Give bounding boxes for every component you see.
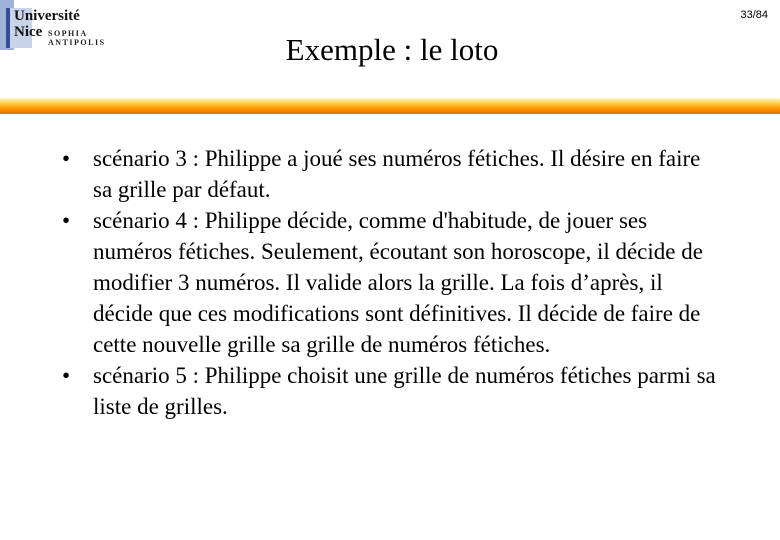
logo-line3: SOPHIA ANTIPOLIS: [48, 29, 106, 47]
bullet-text: scénario 3 : Philippe a joué ses numéros fétiches. Il désire en faire sa grille par défaut.: [93, 146, 701, 202]
title-divider-bar: [0, 98, 780, 114]
slide-title: Exemple : le loto: [285, 32, 499, 67]
bullet-item: [60, 143, 720, 205]
bullet-item: [60, 360, 720, 422]
logo-line1: Université: [14, 8, 80, 24]
bullet-marker: •: [62, 363, 71, 388]
bullet-item: [60, 205, 720, 360]
bullet-text: scénario 5 : Philippe choisit une grille de numéros fétiches parmi sa liste de grilles.: [93, 363, 716, 419]
slide-content: [60, 143, 720, 422]
bullet-marker: •: [62, 146, 71, 171]
logo-line2: Nice: [14, 24, 43, 40]
bullet-text: scénario 4 : Philippe décide, comme d'habitude, de jouer ses numéros fétiches. Seulement, écoutant son horoscope, il décide de modifier 3 numéros. Il valide alors la grille. La fois d’après, il décide que ces modifications sont définitives. Il décide de faire de cette nouvelle grille sa grille de numéros fétiches.: [93, 208, 703, 357]
bullet-marker: •: [62, 208, 71, 233]
bullet-list: [60, 143, 720, 422]
page-number: 33/84: [740, 9, 768, 21]
